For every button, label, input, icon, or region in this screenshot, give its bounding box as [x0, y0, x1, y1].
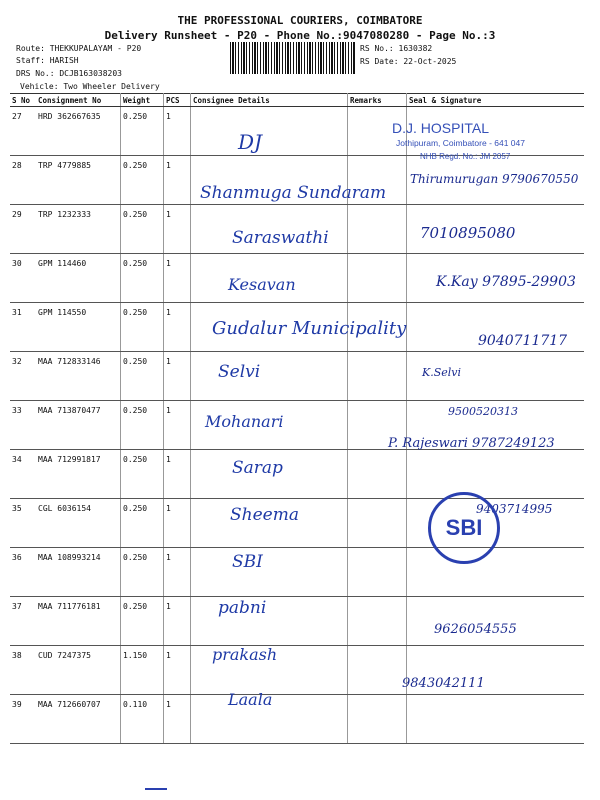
row-pcs: 1: [164, 548, 191, 597]
row-sno: 32: [10, 352, 36, 401]
row-pcs: 1: [164, 254, 191, 303]
row-signature-cell: [407, 450, 585, 499]
row-consignment: TRP 1232333: [36, 205, 121, 254]
row-consignment: CGL 6036154: [36, 499, 121, 548]
hospital-stamp-reg: NHB Regd. No.: JM 2057: [420, 152, 511, 161]
row-remarks-cell: [348, 548, 407, 597]
bank-seal: SBI: [428, 492, 500, 564]
table-row: [10, 107, 584, 156]
handwritten-consignee: Mohanari: [205, 412, 284, 431]
row-pcs: 1: [164, 597, 191, 646]
handwritten-consignee: Gudalur Municipality: [212, 318, 407, 339]
hospital-stamp-address: Jothipuram, Coimbatore - 641 047: [396, 138, 525, 148]
rs-date: RS Date: 22-Oct-2025: [360, 57, 457, 66]
row-weight: 0.250: [121, 205, 164, 254]
row-sno: 30: [10, 254, 36, 303]
row-weight: 1.150: [121, 646, 164, 695]
row-weight: 0.250: [121, 156, 164, 205]
row-consignment: CUD 7247375: [36, 646, 121, 695]
row-remarks-cell: [348, 695, 407, 744]
handwritten-signature: 9040711717: [478, 333, 568, 349]
route-label: Route: THEKKUPALAYAM - P20: [16, 44, 142, 53]
row-consignment: MAA 712833146: [36, 352, 121, 401]
handwritten-consignee: SBI: [232, 552, 263, 572]
row-pcs: 1: [164, 107, 191, 156]
row-weight: 0.250: [121, 254, 164, 303]
table-row: [10, 352, 584, 401]
row-remarks-cell: [348, 499, 407, 548]
row-weight: 0.250: [121, 107, 164, 156]
drs-label: DRS No.: DCJB163038203: [16, 69, 122, 78]
row-pcs: 1: [164, 695, 191, 744]
handwritten-signature: Thirumurugan 9790670550: [410, 172, 579, 186]
row-pcs: 1: [164, 401, 191, 450]
handwritten-signature: K.Kay 97895-29903: [436, 274, 576, 290]
handwritten-consignee: Kesavan: [228, 275, 296, 294]
barcode: [230, 42, 355, 74]
col-signature: Seal & Signature: [407, 94, 585, 107]
row-weight: 0.250: [121, 352, 164, 401]
row-consignment: TRP 4779885: [36, 156, 121, 205]
row-consignment: MAA 108993214: [36, 548, 121, 597]
row-weight: 0.250: [121, 499, 164, 548]
handwritten-consignee: prakash: [212, 645, 278, 664]
runsheet-subtitle: Delivery Runsheet - P20 - Phone No.:9047080280 - Page No.:3: [104, 29, 496, 42]
handwritten-signature: 9500520313: [448, 405, 518, 418]
row-remarks-cell: [348, 646, 407, 695]
handwritten-consignee: Shanmuga Sundaram: [200, 183, 387, 203]
row-pcs: 1: [164, 646, 191, 695]
table-row: [10, 695, 584, 744]
row-signature-cell: [407, 597, 585, 646]
row-sno: 31: [10, 303, 36, 352]
handwritten-consignee: Sarap: [232, 458, 283, 478]
row-pcs: 1: [164, 499, 191, 548]
table-row: [10, 597, 584, 646]
row-weight: 0.250: [121, 303, 164, 352]
row-remarks-cell: [348, 352, 407, 401]
handwritten-consignee: Laala: [228, 690, 273, 709]
row-sno: 38: [10, 646, 36, 695]
col-pcs: PCS: [164, 94, 191, 107]
handwritten-consignee: pabni: [218, 598, 267, 618]
row-sno: 27: [10, 107, 36, 156]
row-weight: 0.250: [121, 450, 164, 499]
handwritten-signature: K.Selvi: [422, 366, 462, 379]
row-pcs: 1: [164, 205, 191, 254]
row-weight: 0.250: [121, 597, 164, 646]
handwritten-consignee: Selvi: [218, 362, 261, 382]
row-sno: 28: [10, 156, 36, 205]
row-consignment: MAA 712991817: [36, 450, 121, 499]
col-consignment: Consignment No: [36, 94, 121, 107]
row-remarks-cell: [348, 205, 407, 254]
handwritten-consignee: Saraswathi: [232, 228, 329, 248]
row-sno: 39: [10, 695, 36, 744]
col-consignee: Consignee Details: [191, 94, 348, 107]
row-sno: 29: [10, 205, 36, 254]
col-remarks: Remarks: [348, 94, 407, 107]
row-sno: 33: [10, 401, 36, 450]
col-weight: Weight: [121, 94, 164, 107]
ink-mark: [145, 788, 167, 790]
handwritten-consignee: Sheema: [230, 505, 299, 525]
table-header-row: [10, 94, 584, 107]
handwritten-signature: P. Rajeswari 9787249123: [388, 436, 555, 451]
row-weight: 0.250: [121, 548, 164, 597]
row-sno: 35: [10, 499, 36, 548]
row-pcs: 1: [164, 352, 191, 401]
handwritten-signature: 9626054555: [434, 622, 517, 637]
row-remarks-cell: [348, 597, 407, 646]
handwritten-signature: 9403714995: [476, 502, 553, 516]
row-signature-cell: [407, 548, 585, 597]
row-signature-cell: [407, 695, 585, 744]
row-pcs: 1: [164, 450, 191, 499]
row-consignee-cell: [191, 107, 348, 156]
row-remarks-cell: [348, 254, 407, 303]
table-row: [10, 450, 584, 499]
row-consignment: MAA 712660707: [36, 695, 121, 744]
row-consignment: GPM 114550: [36, 303, 121, 352]
row-remarks-cell: [348, 450, 407, 499]
row-consignment: HRD 362667635: [36, 107, 121, 156]
row-sno: 36: [10, 548, 36, 597]
col-sno: S No: [10, 94, 36, 107]
row-sno: 37: [10, 597, 36, 646]
row-sno: 34: [10, 450, 36, 499]
vehicle-label: Vehicle: Two Wheeler Delivery: [20, 82, 160, 91]
company-title: THE PROFESSIONAL COURIERS, COIMBATORE: [177, 14, 423, 27]
handwritten-signature: 7010895080: [420, 224, 516, 242]
row-consignment: MAA 713870477: [36, 401, 121, 450]
row-pcs: 1: [164, 303, 191, 352]
row-pcs: 1: [164, 156, 191, 205]
handwritten-signature: 9843042111: [402, 676, 485, 691]
table-row: [10, 646, 584, 695]
row-consignee-cell: [191, 548, 348, 597]
rs-number: RS No.: 1630382: [360, 44, 433, 53]
row-weight: 0.250: [121, 401, 164, 450]
row-consignment: MAA 711776181: [36, 597, 121, 646]
row-consignee-cell: [191, 597, 348, 646]
table-row: [10, 548, 584, 597]
staff-label: Staff: HARISH: [16, 56, 79, 65]
row-consignee-cell: [191, 352, 348, 401]
row-weight: 0.110: [121, 695, 164, 744]
hospital-stamp-name: D.J. HOSPITAL: [392, 120, 489, 136]
row-consignment: GPM 114460: [36, 254, 121, 303]
handwritten-consignee: DJ: [238, 130, 263, 154]
